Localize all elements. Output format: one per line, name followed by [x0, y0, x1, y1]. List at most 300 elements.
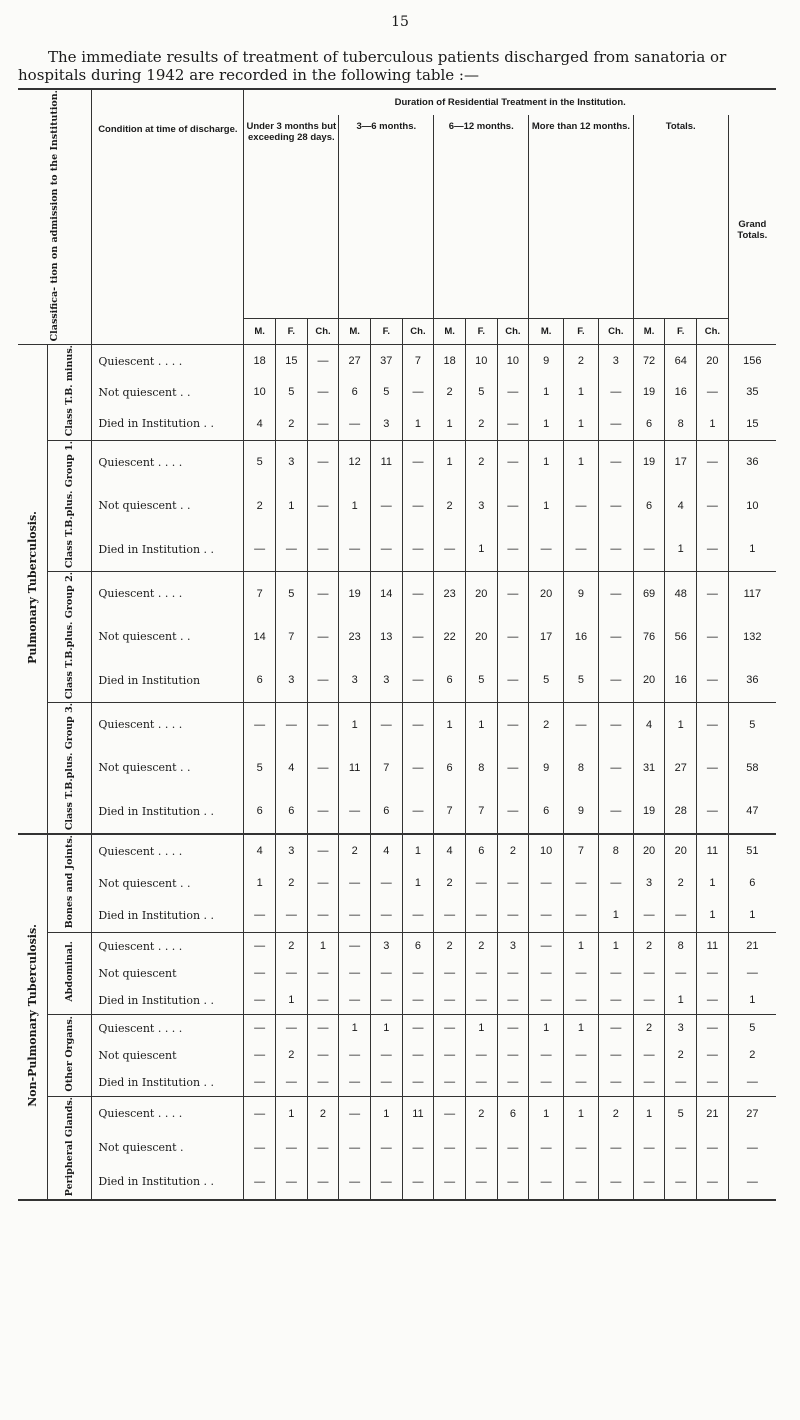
value-cell: 10 [244, 377, 276, 408]
value-cell: 6 [465, 834, 497, 867]
value-cell: — [633, 1131, 665, 1165]
value-cell: — [529, 1165, 564, 1200]
grand-total-cell: 36 [728, 658, 776, 702]
value-cell: 3 [370, 932, 402, 960]
value-cell: 4 [633, 702, 665, 746]
value-cell: — [497, 867, 529, 899]
table-row [18, 527, 776, 571]
section-label: Non-Pulmonary Tuberculosis. [18, 834, 48, 1200]
value-cell: 2 [633, 932, 665, 960]
value-cell: — [244, 1096, 276, 1131]
value-cell: 27 [339, 345, 371, 377]
value-cell: — [307, 571, 339, 615]
value-cell: — [370, 1131, 402, 1165]
value-cell: — [307, 1165, 339, 1200]
value-cell: 1 [633, 1096, 665, 1131]
table-row [18, 377, 776, 408]
value-cell: 20 [465, 571, 497, 615]
value-cell: — [497, 899, 529, 932]
value-cell: 2 [598, 1096, 633, 1131]
value-cell: 5 [244, 746, 276, 789]
value-cell: — [339, 527, 371, 571]
grand-totals-header: Grand Totals. [728, 115, 776, 345]
value-cell: — [276, 960, 308, 987]
value-cell: — [697, 571, 729, 615]
group-label: Class T.B.plus. Group 3. [48, 702, 92, 834]
value-cell: — [307, 408, 339, 440]
value-cell: — [697, 484, 729, 527]
value-cell: — [598, 377, 633, 408]
value-cell: 20 [529, 571, 564, 615]
value-cell: 1 [339, 702, 371, 746]
value-cell: — [564, 867, 599, 899]
value-cell: — [307, 377, 339, 408]
table-row [18, 867, 776, 899]
value-cell: — [402, 440, 434, 484]
value-cell: — [697, 658, 729, 702]
value-cell: — [307, 615, 339, 658]
sub-header: F. [564, 319, 599, 345]
value-cell: 5 [465, 658, 497, 702]
value-cell: 8 [598, 834, 633, 867]
value-cell: — [402, 1131, 434, 1165]
condition-cell: Died in Institution . . [92, 1165, 244, 1200]
value-cell: 1 [529, 1096, 564, 1131]
value-cell: — [697, 789, 729, 834]
value-cell: 4 [665, 484, 697, 527]
table-row [18, 1042, 776, 1069]
value-cell: — [307, 440, 339, 484]
value-cell: 8 [564, 746, 599, 789]
value-cell: — [665, 1131, 697, 1165]
value-cell: — [402, 987, 434, 1015]
value-cell: — [307, 1014, 339, 1042]
condition-cell: Not quiescent . . [92, 867, 244, 899]
value-cell: — [633, 527, 665, 571]
value-cell: 3 [370, 408, 402, 440]
grand-total-cell: 1 [728, 987, 776, 1015]
value-cell: — [529, 527, 564, 571]
value-cell: — [370, 1069, 402, 1097]
value-cell: 20 [665, 834, 697, 867]
value-cell: — [633, 1165, 665, 1200]
value-cell: 2 [529, 702, 564, 746]
value-cell: — [598, 867, 633, 899]
value-cell: 2 [665, 867, 697, 899]
value-cell: — [497, 615, 529, 658]
value-cell: — [697, 702, 729, 746]
value-cell: — [465, 1069, 497, 1097]
value-cell: — [633, 1042, 665, 1069]
value-cell: — [402, 960, 434, 987]
value-cell: — [244, 702, 276, 746]
value-cell: — [370, 702, 402, 746]
sub-header: M. [434, 319, 466, 345]
value-cell: — [598, 571, 633, 615]
group-label: Other Organs. [48, 1014, 92, 1096]
condition-cell: Died in Institution . . [92, 527, 244, 571]
value-cell: 6 [244, 658, 276, 702]
value-cell: 2 [307, 1096, 339, 1131]
table-row [18, 702, 776, 746]
value-cell: — [697, 746, 729, 789]
grand-total-cell: 5 [728, 1014, 776, 1042]
intro-line-2: hospitals during 1942 are recorded in the following table :— [18, 66, 479, 84]
value-cell: — [307, 1042, 339, 1069]
group-label: Class T.B.plus. Group 1. [48, 440, 92, 571]
value-cell: 2 [434, 867, 466, 899]
value-cell: 1 [598, 932, 633, 960]
sub-header: M. [244, 319, 276, 345]
value-cell: 2 [434, 932, 466, 960]
value-cell: — [697, 1014, 729, 1042]
value-cell: — [598, 987, 633, 1015]
value-cell: — [370, 1165, 402, 1200]
grand-total-cell: 1 [728, 899, 776, 932]
value-cell: 18 [244, 345, 276, 377]
value-cell: — [402, 484, 434, 527]
table-row [18, 789, 776, 834]
value-cell: — [244, 1069, 276, 1097]
value-cell: — [339, 789, 371, 834]
value-cell: — [370, 867, 402, 899]
value-cell: 1 [529, 1014, 564, 1042]
value-cell: — [697, 1165, 729, 1200]
value-cell: — [244, 1131, 276, 1165]
condition-cell: Died in Institution [92, 658, 244, 702]
value-cell: — [697, 377, 729, 408]
value-cell: — [434, 960, 466, 987]
value-cell: — [307, 658, 339, 702]
value-cell: 2 [276, 408, 308, 440]
table-row [18, 658, 776, 702]
table-row [18, 1131, 776, 1165]
value-cell: — [402, 527, 434, 571]
value-cell: 19 [633, 440, 665, 484]
value-cell: 1 [697, 408, 729, 440]
value-cell: — [665, 899, 697, 932]
value-cell: — [598, 746, 633, 789]
value-cell: 2 [276, 1042, 308, 1069]
value-cell: 5 [465, 377, 497, 408]
value-cell: — [497, 440, 529, 484]
condition-cell: Died in Institution . . [92, 789, 244, 834]
value-cell: — [370, 484, 402, 527]
condition-cell: Not quiescent [92, 960, 244, 987]
value-cell: 18 [434, 345, 466, 377]
table-row [18, 408, 776, 440]
value-cell: 1 [529, 408, 564, 440]
value-cell: — [665, 1069, 697, 1097]
condition-cell: Not quiescent [92, 1042, 244, 1069]
value-cell: — [307, 987, 339, 1015]
value-cell: — [465, 1165, 497, 1200]
condition-cell: Not quiescent . [92, 1131, 244, 1165]
value-cell: 4 [276, 746, 308, 789]
table-row [18, 987, 776, 1015]
value-cell: 11 [339, 746, 371, 789]
value-cell: — [244, 987, 276, 1015]
value-cell: 2 [465, 1096, 497, 1131]
value-cell: — [497, 1042, 529, 1069]
value-cell: — [598, 1042, 633, 1069]
value-cell: 10 [465, 345, 497, 377]
value-cell: 1 [276, 484, 308, 527]
value-cell: — [598, 1165, 633, 1200]
value-cell: — [339, 1096, 371, 1131]
value-cell: — [564, 1069, 599, 1097]
value-cell: — [633, 987, 665, 1015]
value-cell: 2 [465, 932, 497, 960]
value-cell: — [497, 377, 529, 408]
value-cell: 5 [370, 377, 402, 408]
condition-cell: Not quiescent . . [92, 746, 244, 789]
value-cell: — [339, 960, 371, 987]
sub-header: M. [529, 319, 564, 345]
value-cell: — [402, 789, 434, 834]
condition-cell: Quiescent . . . . [92, 1096, 244, 1131]
value-cell: 6 [529, 789, 564, 834]
value-cell: — [276, 899, 308, 932]
sub-header: Ch. [402, 319, 434, 345]
value-cell: — [434, 1042, 466, 1069]
condition-cell: Not quiescent . . [92, 377, 244, 408]
value-cell: 21 [697, 1096, 729, 1131]
value-cell: — [497, 789, 529, 834]
value-cell: 1 [339, 1014, 371, 1042]
value-cell: 2 [465, 440, 497, 484]
value-cell: 12 [339, 440, 371, 484]
sub-header: F. [276, 319, 308, 345]
group-label: Class T.B. minus. [48, 345, 92, 440]
value-cell: — [497, 746, 529, 789]
value-cell: — [370, 987, 402, 1015]
value-cell: 17 [665, 440, 697, 484]
value-cell: 11 [697, 932, 729, 960]
value-cell: — [465, 1131, 497, 1165]
value-cell: — [497, 408, 529, 440]
value-cell: — [564, 960, 599, 987]
value-cell: — [434, 987, 466, 1015]
value-cell: 1 [665, 527, 697, 571]
grand-total-cell: 58 [728, 746, 776, 789]
value-cell: — [244, 1014, 276, 1042]
value-cell: — [697, 987, 729, 1015]
sub-header: F. [465, 319, 497, 345]
grand-total-cell: — [728, 1165, 776, 1200]
value-cell: 28 [665, 789, 697, 834]
value-cell: — [339, 1131, 371, 1165]
value-cell: — [434, 1069, 466, 1097]
value-cell: 3 [497, 932, 529, 960]
value-cell: 7 [434, 789, 466, 834]
value-cell: 3 [276, 440, 308, 484]
duration-header: Duration of Residential Treatment in the Institution. [244, 89, 776, 115]
condition-cell: Quiescent . . . . [92, 345, 244, 377]
sub-header: M. [633, 319, 665, 345]
value-cell: 14 [244, 615, 276, 658]
value-cell: — [307, 867, 339, 899]
value-cell: — [497, 571, 529, 615]
value-cell: 15 [276, 345, 308, 377]
value-cell: 16 [665, 377, 697, 408]
value-cell: 1 [402, 834, 434, 867]
value-cell: — [497, 987, 529, 1015]
value-cell: — [465, 987, 497, 1015]
grand-total-cell: 1 [728, 527, 776, 571]
value-cell: — [339, 899, 371, 932]
value-cell: 8 [665, 932, 697, 960]
value-cell: — [244, 899, 276, 932]
value-cell: 1 [402, 408, 434, 440]
value-cell: 1 [529, 440, 564, 484]
table-row [18, 571, 776, 615]
grand-total-cell: — [728, 960, 776, 987]
value-cell: — [244, 1042, 276, 1069]
value-cell: — [402, 702, 434, 746]
value-cell: — [339, 1069, 371, 1097]
grand-total-cell: 15 [728, 408, 776, 440]
value-cell: 3 [665, 1014, 697, 1042]
value-cell: — [697, 1069, 729, 1097]
value-cell: 1 [307, 932, 339, 960]
table-row [18, 484, 776, 527]
value-cell: 1 [564, 408, 599, 440]
value-cell: 8 [465, 746, 497, 789]
value-cell: — [564, 1131, 599, 1165]
value-cell: — [402, 1042, 434, 1069]
value-cell: 19 [339, 571, 371, 615]
value-cell: 2 [434, 484, 466, 527]
grand-total-cell: 117 [728, 571, 776, 615]
value-cell: 1 [339, 484, 371, 527]
group-label: Class T.B.plus. Group 2. [48, 571, 92, 702]
page-number: 15 [391, 14, 409, 30]
value-cell: 31 [633, 746, 665, 789]
value-cell: 3 [370, 658, 402, 702]
group-label: Peripheral Glands. [48, 1096, 92, 1200]
value-cell: — [402, 899, 434, 932]
grand-total-cell: 47 [728, 789, 776, 834]
value-cell: — [633, 899, 665, 932]
condition-header: Condition at time of discharge. [92, 89, 244, 345]
value-cell: — [529, 867, 564, 899]
value-cell: — [564, 1042, 599, 1069]
value-cell: — [665, 960, 697, 987]
value-cell: — [598, 615, 633, 658]
value-cell: — [339, 1042, 371, 1069]
condition-cell: Quiescent . . . . [92, 702, 244, 746]
value-cell: — [598, 440, 633, 484]
value-cell: 10 [497, 345, 529, 377]
col-group-header: 3—6 months. [339, 115, 434, 319]
value-cell: 11 [370, 440, 402, 484]
value-cell: 6 [633, 484, 665, 527]
grand-total-cell: 35 [728, 377, 776, 408]
value-cell: — [529, 932, 564, 960]
value-cell: 4 [244, 834, 276, 867]
value-cell: 3 [339, 658, 371, 702]
value-cell: — [497, 960, 529, 987]
value-cell: 1 [564, 377, 599, 408]
value-cell: — [276, 1165, 308, 1200]
value-cell: 64 [665, 345, 697, 377]
value-cell: 6 [434, 658, 466, 702]
value-cell: 2 [244, 484, 276, 527]
value-cell: 6 [370, 789, 402, 834]
value-cell: 9 [529, 746, 564, 789]
value-cell: — [529, 1131, 564, 1165]
value-cell: — [529, 960, 564, 987]
value-cell: 6 [244, 789, 276, 834]
table-row [18, 960, 776, 987]
value-cell: 6 [276, 789, 308, 834]
value-cell: — [402, 571, 434, 615]
value-cell: — [465, 1042, 497, 1069]
value-cell: — [497, 1165, 529, 1200]
condition-cell: Quiescent . . . . [92, 571, 244, 615]
value-cell: 1 [564, 1014, 599, 1042]
value-cell: — [402, 746, 434, 789]
value-cell: — [276, 702, 308, 746]
value-cell: — [244, 960, 276, 987]
value-cell: — [697, 615, 729, 658]
value-cell: 20 [633, 834, 665, 867]
table-row [18, 746, 776, 789]
value-cell: — [307, 702, 339, 746]
value-cell: — [598, 1014, 633, 1042]
value-cell: — [434, 1014, 466, 1042]
value-cell: — [434, 899, 466, 932]
value-cell: 2 [564, 345, 599, 377]
grand-total-cell: — [728, 1131, 776, 1165]
value-cell: 22 [434, 615, 466, 658]
value-cell: — [307, 789, 339, 834]
value-cell: 10 [529, 834, 564, 867]
value-cell: 76 [633, 615, 665, 658]
grand-total-cell: 132 [728, 615, 776, 658]
value-cell: — [665, 1165, 697, 1200]
value-cell: 17 [529, 615, 564, 658]
table-row [18, 1165, 776, 1200]
value-cell: — [529, 987, 564, 1015]
value-cell: 23 [339, 615, 371, 658]
value-cell: — [697, 527, 729, 571]
value-cell: — [497, 1069, 529, 1097]
grand-total-cell: 27 [728, 1096, 776, 1131]
value-cell: 37 [370, 345, 402, 377]
value-cell: 16 [564, 615, 599, 658]
value-cell: 6 [402, 932, 434, 960]
grand-total-cell: — [728, 1069, 776, 1097]
value-cell: 11 [402, 1096, 434, 1131]
value-cell: — [497, 484, 529, 527]
value-cell: 2 [276, 932, 308, 960]
sub-header: Ch. [598, 319, 633, 345]
value-cell: 1 [465, 702, 497, 746]
value-cell: — [697, 1042, 729, 1069]
value-cell: 1 [434, 408, 466, 440]
value-cell: 4 [434, 834, 466, 867]
value-cell: 5 [276, 377, 308, 408]
col-group-header: Totals. [633, 115, 728, 319]
value-cell: 4 [370, 834, 402, 867]
value-cell: 20 [465, 615, 497, 658]
value-cell: 7 [244, 571, 276, 615]
table-row [18, 834, 776, 867]
sub-header: M. [339, 319, 371, 345]
value-cell: 7 [402, 345, 434, 377]
